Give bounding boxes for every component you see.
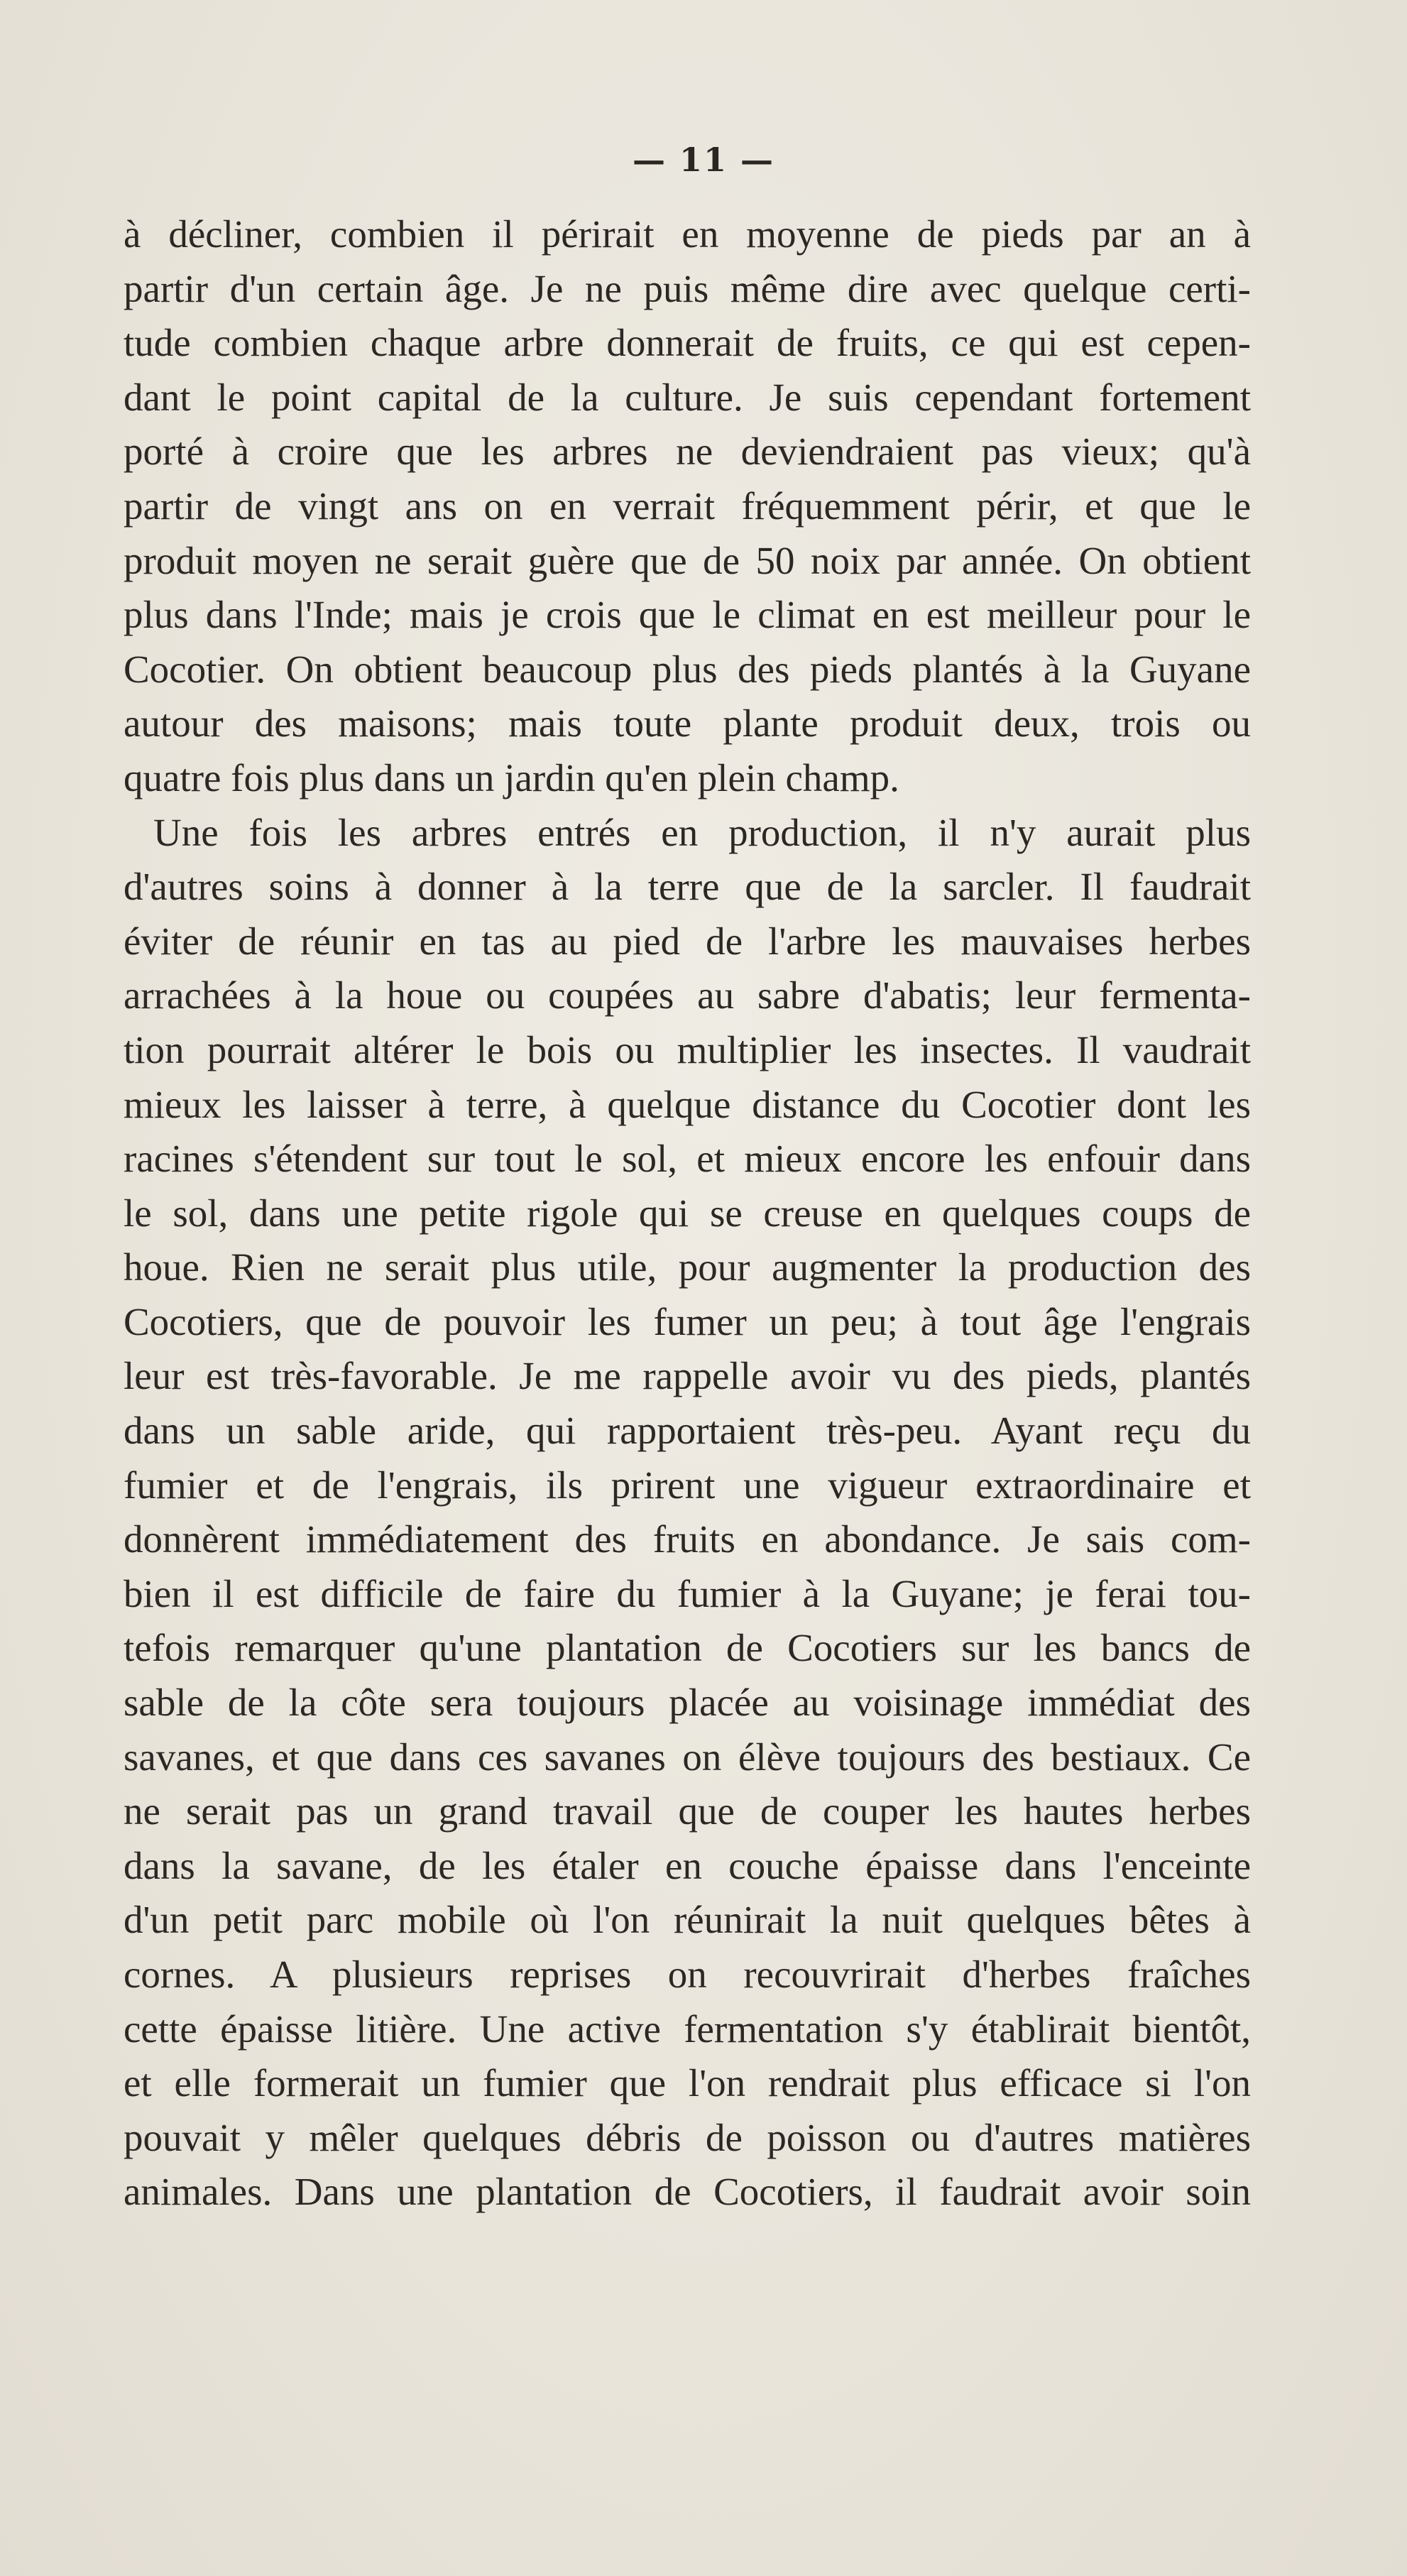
text-line: dans la savane, de les étaler en couche épaisse dans l'enceinte — [124, 1843, 1251, 1887]
text-line: cornes. A plusieurs reprises on recouvrirait d'herbes fraîches — [124, 1953, 1251, 1996]
text-line: houe. Rien ne serait plus utile, pour augmenter la production des — [124, 1245, 1251, 1289]
text-line: partir de vingt ans on en verrait fréquemment périr, et que le — [124, 484, 1251, 528]
text-line: leur est très-favorable. Je me rappelle avoir vu des pieds, plantés — [124, 1354, 1251, 1398]
text-line: donnèrent immédiatement des fruits en abondance. Je sais com- — [124, 1517, 1251, 1561]
text-line: tefois remarquer qu'une plantation de Cocotiers sur les bancs de — [124, 1626, 1251, 1670]
text-line: dant le point capital de la culture. Je suis cependant fortement — [124, 375, 1251, 419]
text-line: produit moyen ne serait guère que de 50 noix par année. On obtient — [124, 538, 1251, 582]
text-line: d'un petit parc mobile où l'on réunirait la nuit quelques bêtes à — [124, 1898, 1251, 1942]
body-text — [124, 207, 1251, 2220]
text-line: dans un sable aride, qui rapportaient très-peu. Ayant reçu du — [124, 1409, 1251, 1453]
text-line: porté à croire que les arbres ne deviendraient pas vieux; qu'à — [124, 430, 1251, 474]
text-line: arrachées à la houe ou coupées au sabre d'abatis; leur fermenta- — [124, 973, 1251, 1017]
text-line: animales. Dans une plantation de Cocotiers, il faudrait avoir soin — [124, 2170, 1251, 2214]
text-line: Une fois les arbres entrés en production, il n'y aurait plus — [153, 810, 1251, 854]
text-line: tion pourrait altérer le bois ou multiplier les insectes. Il vaudrait — [124, 1027, 1251, 1071]
text-line: plus dans l'Inde; mais je crois que le climat en est meilleur pour le — [124, 593, 1251, 637]
text-line: savanes, et que dans ces savanes on élève toujours des bestiaux. Ce — [124, 1735, 1251, 1779]
text-line: fumier et de l'engrais, ils prirent une vigueur extraordinaire et — [124, 1463, 1251, 1507]
text-line: le sol, dans une petite rigole qui se creuse en quelques coups de — [124, 1191, 1251, 1235]
text-line: cette épaisse litière. Une active fermentation s'y établirait bientôt, — [124, 2007, 1251, 2051]
text-line: quatre fois plus dans un jardin qu'en plein champ. — [124, 755, 899, 799]
text-line: Cocotier. On obtient beaucoup plus des pieds plantés à la Guyane — [124, 647, 1251, 691]
text-line: éviter de réunir en tas au pied de l'arbre les mauvaises herbes — [124, 919, 1251, 963]
text-line: partir d'un certain âge. Je ne puis même dire avec quelque certi- — [124, 266, 1251, 310]
text-line: d'autres soins à donner à la terre que de la sarcler. Il faudrait — [124, 865, 1251, 909]
text-line: et elle formerait un fumier que l'on rendrait plus efficace si l'on — [124, 2061, 1251, 2105]
page-number: — 11 — — [632, 141, 775, 179]
text-line: Cocotiers, que de pouvoir les fumer un peu; à tout âge l'engrais — [124, 1299, 1251, 1343]
text-line: mieux les laisser à terre, à quelque distance du Cocotier dont les — [124, 1082, 1251, 1126]
text-line: ne serait pas un grand travail que de couper les hautes herbes — [124, 1789, 1251, 1833]
text-line: à décliner, combien il périrait en moyenne de pieds par an à — [124, 212, 1251, 256]
text-line: bien il est difficile de faire du fumier à la Guyane; je ferai tou- — [124, 1571, 1251, 1615]
text-line: pouvait y mêler quelques débris de poisson ou d'autres matières — [124, 2115, 1251, 2159]
text-line: racines s'étendent sur tout le sol, et mieux encore les enfouir dans — [124, 1137, 1251, 1181]
text-line: autour des maisons; mais toute plante produit deux, trois ou — [124, 702, 1251, 746]
text-line: tude combien chaque arbre donnerait de fruits, ce qui est cepen- — [124, 321, 1251, 365]
text-line: sable de la côte sera toujours placée au voisinage immédiat des — [124, 1681, 1251, 1725]
